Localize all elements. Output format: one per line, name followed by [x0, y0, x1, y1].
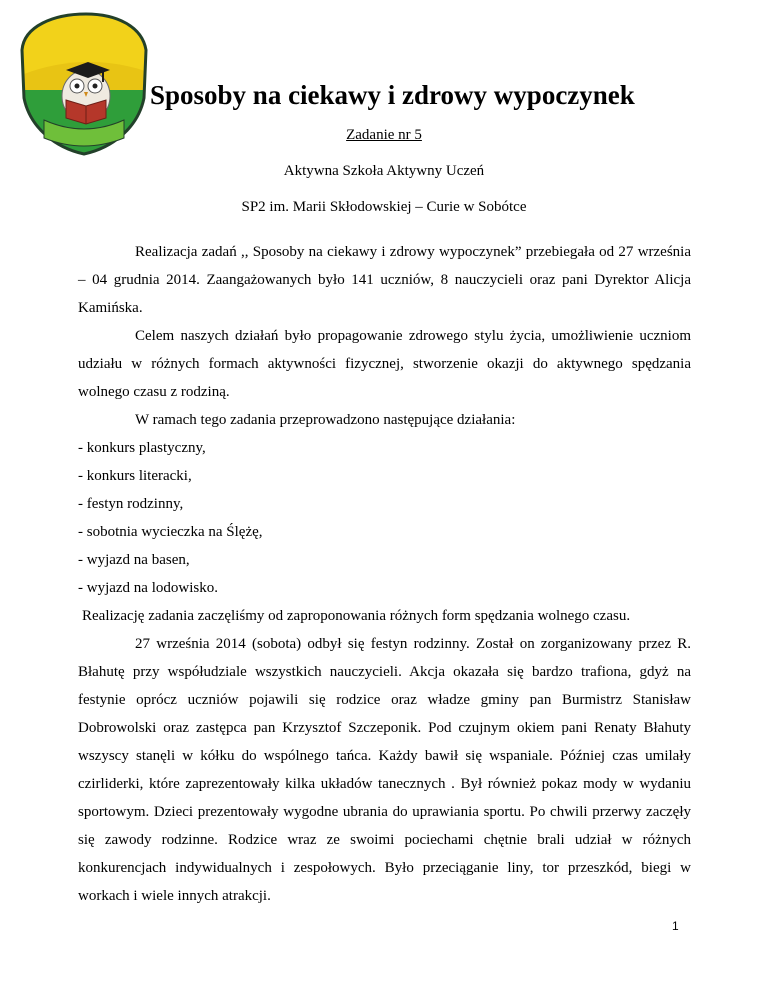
school-name: SP2 im. Marii Skłodowskiej – Curie w Sobótce [241, 199, 527, 215]
program-name: Aktywna Szkoła Aktywny Uczeń [283, 163, 485, 179]
page-title: Sposoby na ciekawy i zdrowy wypoczynek [150, 80, 635, 110]
paragraph-intro: Realizacja zadań ,, Sposoby na ciekawy i zdrowy wypoczynek” przebiegała od 27 września – 04 grudnia 2014. Zaangażowanych było 141 uczniów, 8 nauczycieli oraz pani Dyrektor Alicja Kamińska. [78, 244, 691, 316]
actions-list [78, 434, 691, 602]
paragraph-actions-intro: W ramach tego zadania przeprowadzono następujące działania: [135, 412, 516, 428]
paragraph-festival: 27 września 2014 (sobota) odbył się festyn rodzinny. Został on zorganizowany przez R. Błahutę przy współudziale wszystkich nauczycieli. Akcja okazała się bardzo trafiona, gdyż na festynie oprócz uczniów pojawili się rodzice oraz władze gminy pan Burmistrz Stanisław Dobrowolski oraz zastępca pan Krzysztof Szczeponik. Pod czujnym okiem pani Renaty Błahuty wszyscy stanęli w kółku do wspólnego tańca. Każdy bawił się wspaniale. Później czas umilały czirliderki, które zaprezentowały kilka układów tanecznych . Był również pokaz mody w wydaniu sportowym. Dzieci prezentowały wygodne ubrania do uprawiania sportu. Po chwili przerwy zaczęły się zawody rodzinne. Rodzice wraz ze swoimi pociechami chętnie brali udział w różnych konkurencjach indywidualnych i zespołowych. Było przeciąganie liny, tor przeszkód, biegi w workach i wiele innych atrakcji. [78, 636, 691, 904]
document-body [78, 238, 691, 910]
list-item: - konkurs plastyczny, [78, 440, 206, 456]
page-number: 1 [672, 919, 679, 933]
list-item: - wyjazd na lodowisko. [78, 580, 218, 596]
task-number: Zadanie nr 5 [346, 127, 422, 143]
list-item: - festyn rodzinny, [78, 496, 184, 512]
paragraph-realization: Realizację zadania zaczęliśmy od zaproponowania różnych form spędzania wolnego czasu. [82, 608, 631, 624]
paragraph-goal: Celem naszych działań było propagowanie zdrowego stylu życia, umożliwienie uczniom udziału w różnych formach aktywności fizycznej, stworzenie okazji do aktywnego spędzania wolnego czasu z rodziną. [78, 328, 691, 400]
list-item: - sobotnia wycieczka na Ślężę, [78, 524, 263, 540]
list-item: - wyjazd na basen, [78, 552, 190, 568]
list-item: - konkurs literacki, [78, 468, 192, 484]
